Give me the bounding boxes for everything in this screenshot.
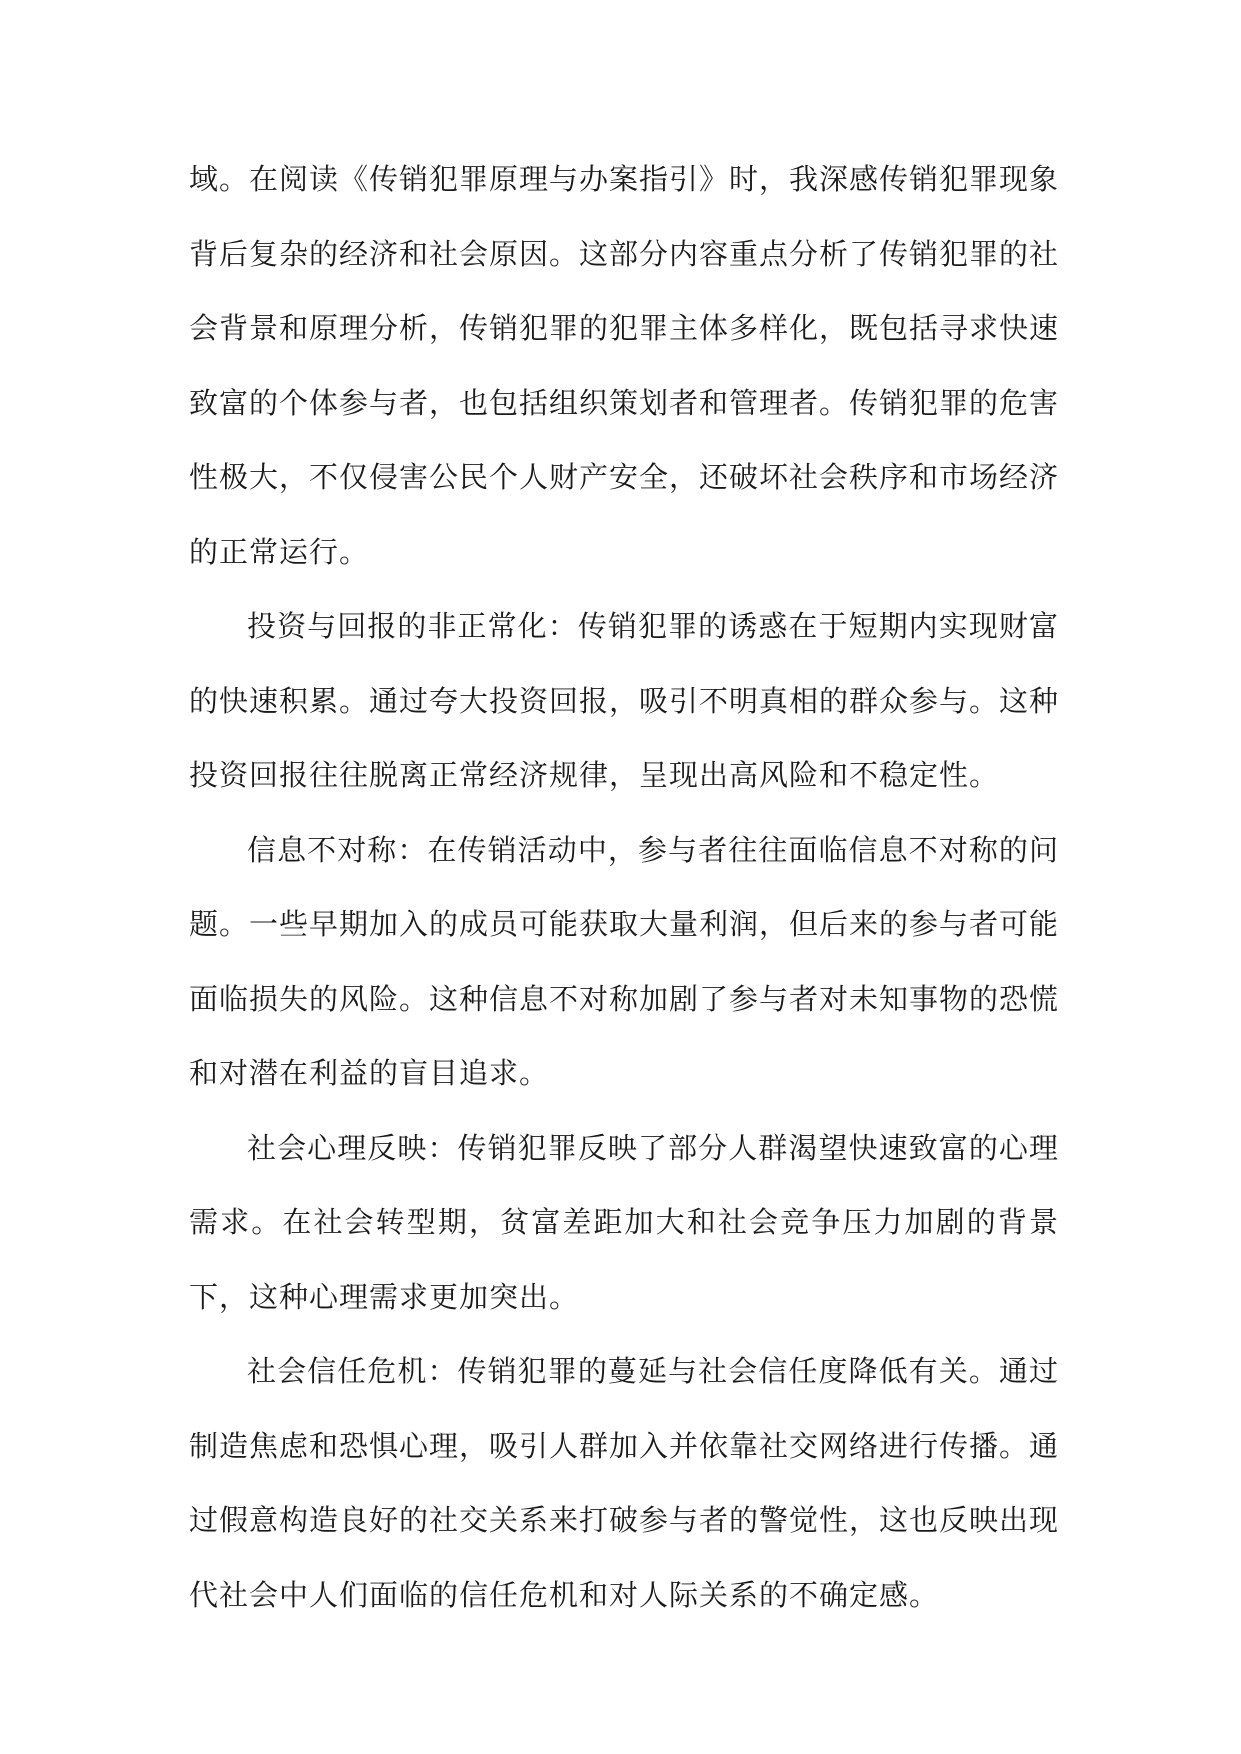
paragraph-social-trust-crisis: 社会信任危机：传销犯罪的蔓延与社会信任度降低有关。通过制造焦虑和恐惧心理，吸引人群加入并依靠社交网络进行传播。通过假意构造良好的社交关系来打破参与者的警觉性，这也反映出现代社会中人们面临的信任危机和对人际关系的不确定感。: [189, 1354, 1060, 1612]
paragraph-information-asymmetry: 信息不对称：在传销活动中，参与者往往面临信息不对称的问题。一些早期加入的成员可能获取大量利润，但后来的参与者可能面临损失的风险。这种信息不对称加剧了参与者对未知事物的恐慌和对潜在利益的盲目追求。: [189, 832, 1060, 1090]
paragraph-intro: 域。在阅读《传销犯罪原理与办案指引》时，我深感传销犯罪现象背后复杂的经济和社会原因。这部分内容重点分析了传销犯罪的社会背景和原理分析，传销犯罪的犯罪主体多样化，既包括寻求快速致富的个体参与者，也包括组织策划者和管理者。传销犯罪的危害性极大，不仅侵害公民个人财产安全，还破坏社会秩序和市场经济的正常运行。: [189, 162, 1060, 569]
paragraph-investment-return: 投资与回报的非正常化：传销犯罪的诱惑在于短期内实现财富的快速积累。通过夸大投资回报，吸引不明真相的群众参与。这种投资回报往往脱离正常经济规律，呈现出高风险和不稳定性。: [189, 609, 1060, 792]
document-body: [189, 142, 1059, 1632]
paragraph-social-psychology: 社会心理反映：传销犯罪反映了部分人群渴望快速致富的心理需求。在社会转型期，贫富差距加大和社会竞争压力加剧的背景下，这种心理需求更加突出。: [189, 1130, 1059, 1314]
